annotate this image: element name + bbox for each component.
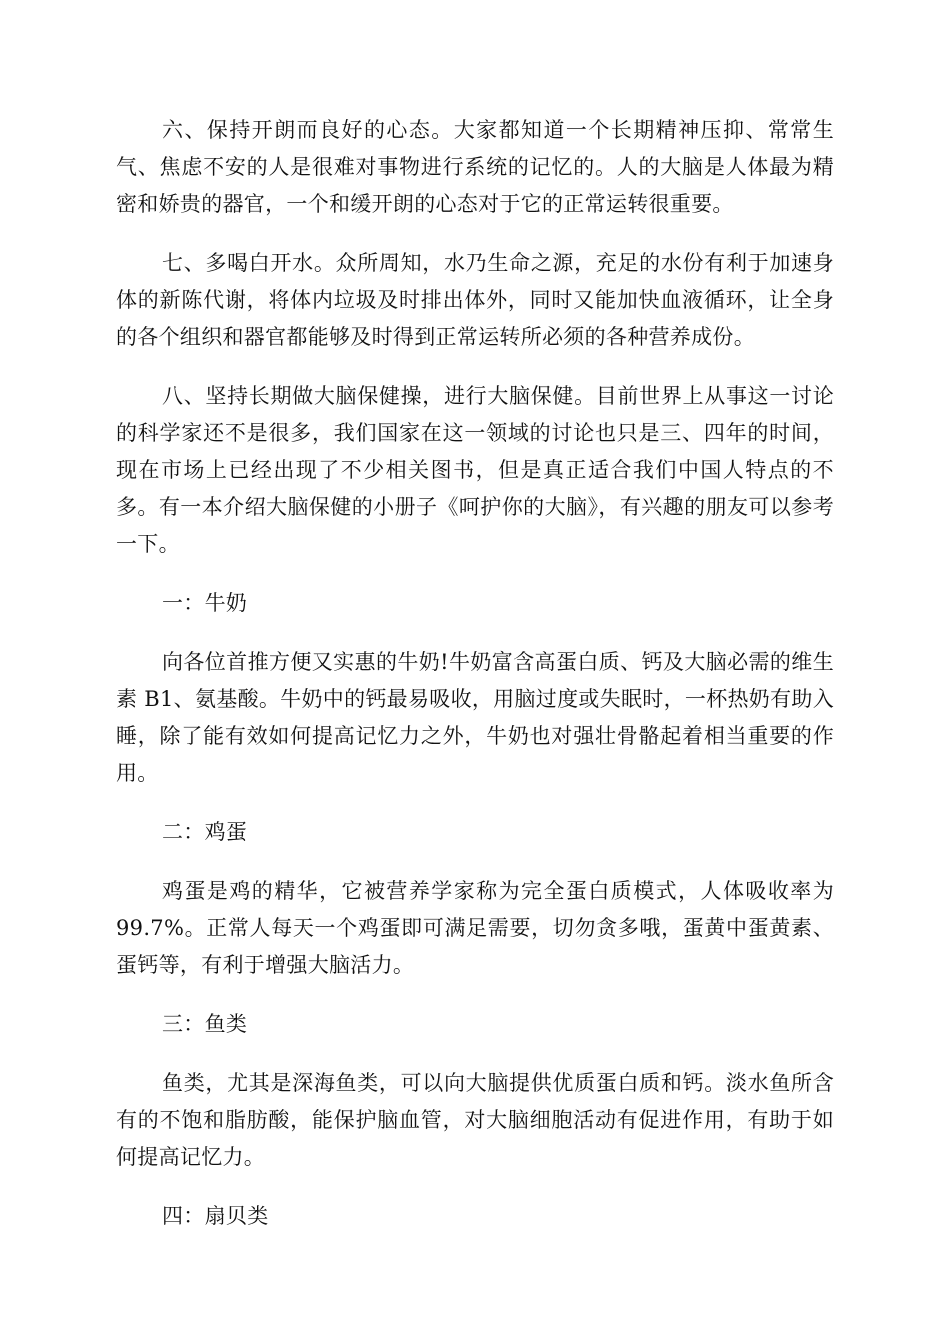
paragraph-milk: 向各位首推方便又实惠的牛奶!牛奶富含高蛋白质、钙及大脑必需的维生素 B1、氨基酸。牛奶中的钙最易吸收，用脑过度或失眠时，一杯热奶有助入睡，除了能有效如何提高记忆力之外，牛奶也对强壮骨骼起着相当重要的作用。 (116, 650, 834, 785)
heading-egg: 二：鸡蛋 (162, 820, 248, 844)
heading-milk: 一：牛奶 (162, 591, 248, 615)
heading-fish: 三：鱼类 (162, 1012, 248, 1036)
document-body (116, 112, 834, 1257)
paragraph-fish: 鱼类，尤其是深海鱼类，可以向大脑提供优质蛋白质和钙。淡水鱼所含有的不饱和脂肪酸，能保护脑血管，对大脑细胞活动有促进作用，有助于如何提高记忆力。 (116, 1071, 834, 1169)
paragraph-brain-exercise: 八、坚持长期做大脑保健操，进行大脑保健。目前世界上从事这一讨论的科学家还不是很多，我们国家在这一领域的讨论也只是三、四年的时间，现在市场上已经出现了不少相关图书，但是真正适合我们中国人特点的不多。有一本介绍大脑保健的小册子《呵护你的大脑》，有兴趣的朋友可以参考一下。 (116, 384, 834, 556)
paragraph-egg: 鸡蛋是鸡的精华，它被营养学家称为完全蛋白质模式，人体吸收率为99.7%。正常人每天一个鸡蛋即可满足需要，切勿贪多哦，蛋黄中蛋黄素、蛋钙等，有利于增强大脑活力。 (116, 879, 834, 977)
paragraph-keep-cheerful: 六、保持开朗而良好的心态。大家都知道一个长期精神压抑、常常生气、焦虑不安的人是很难对事物进行系统的记忆的。人的大脑是人体最为精密和娇贵的器官，一个和缓开朗的心态对于它的正常运转很重要。 (116, 118, 834, 216)
paragraph-drink-water: 七、多喝白开水。众所周知，水乃生命之源，充足的水份有利于加速身体的新陈代谢，将体内垃圾及时排出体外，同时又能加快血液循环，让全身的各个组织和器官都能够及时得到正常运转所必须的各种营养成份。 (116, 251, 834, 349)
heading-scallop: 四：扇贝类 (162, 1204, 269, 1228)
